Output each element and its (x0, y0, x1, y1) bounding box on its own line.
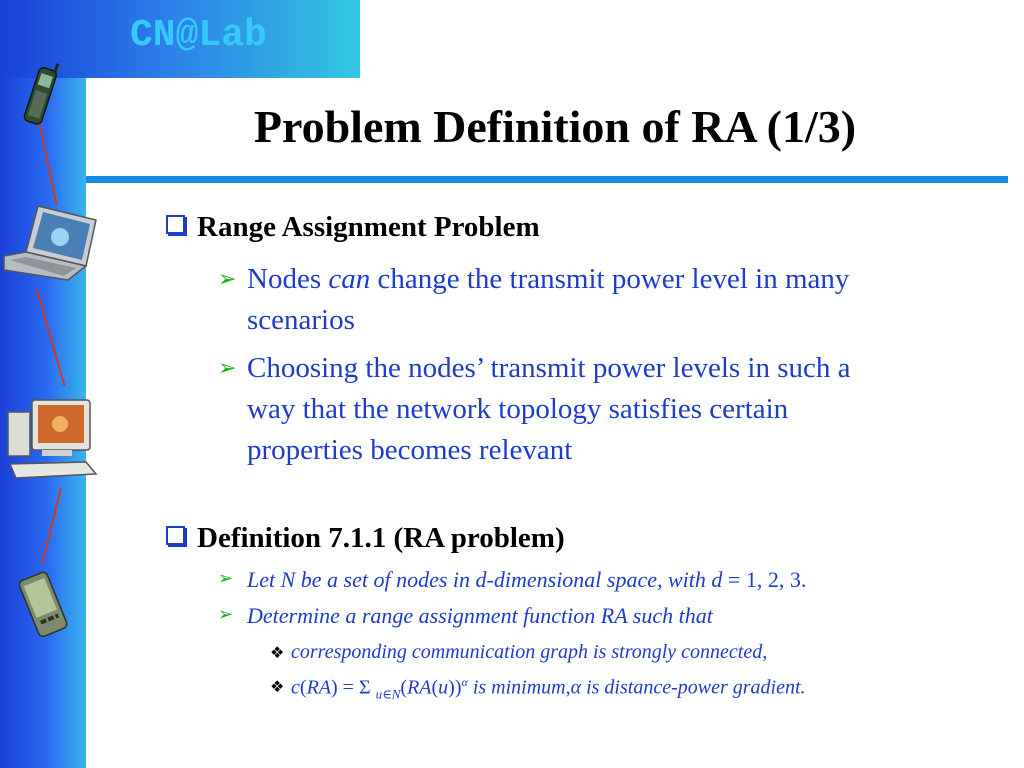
bullet-let-n-be-set: Let N be a set of nodes in d-dimensional space, with d = 1, 2, 3. (247, 567, 807, 592)
section-heading-range-assignment: Range Assignment Problem (166, 211, 540, 244)
sub-bullet-strongly-connected: corresponding communication graph is strongly connected, (291, 641, 768, 663)
title-divider (86, 176, 1008, 183)
sub-bullet-cost-formula: c(RA) = Σ $_{u\in N}(RA(u))^\alpha$ is minimum,α is distance-power gradient. (291, 675, 806, 702)
logo: CN@Lab (130, 14, 267, 57)
arrow-bullet-icon: ➢ (218, 568, 234, 589)
checkbox-bullet-icon (166, 526, 185, 545)
arrow-bullet-icon: ➢ (218, 267, 237, 292)
cellphone-icon (16, 58, 66, 130)
diamond-bullet-icon: ❖ (270, 643, 285, 662)
desktop-computer-icon (2, 394, 102, 484)
pda-icon (14, 568, 74, 640)
checkbox-bullet-icon (166, 215, 185, 234)
laptop-icon (0, 200, 100, 290)
bullet-nodes-can-change: Nodes can change the transmit power level in many scenarios (247, 263, 850, 336)
arrow-bullet-icon: ➢ (218, 604, 234, 625)
arrow-bullet-icon: ➢ (218, 356, 237, 381)
page-title: Problem Definition of RA (1/3) (253, 101, 857, 152)
diamond-bullet-icon: ❖ (270, 677, 285, 696)
bullet-choosing-power-levels: Choosing the nodes’ transmit power levels in such a way that the network topology satisfies certain properties becomes relevant (247, 352, 851, 466)
section-heading-definition: Definition 7.1.1 (RA problem) (166, 522, 565, 555)
bullet-determine-ra-function: Determine a range assignment function RA such that (247, 603, 713, 628)
